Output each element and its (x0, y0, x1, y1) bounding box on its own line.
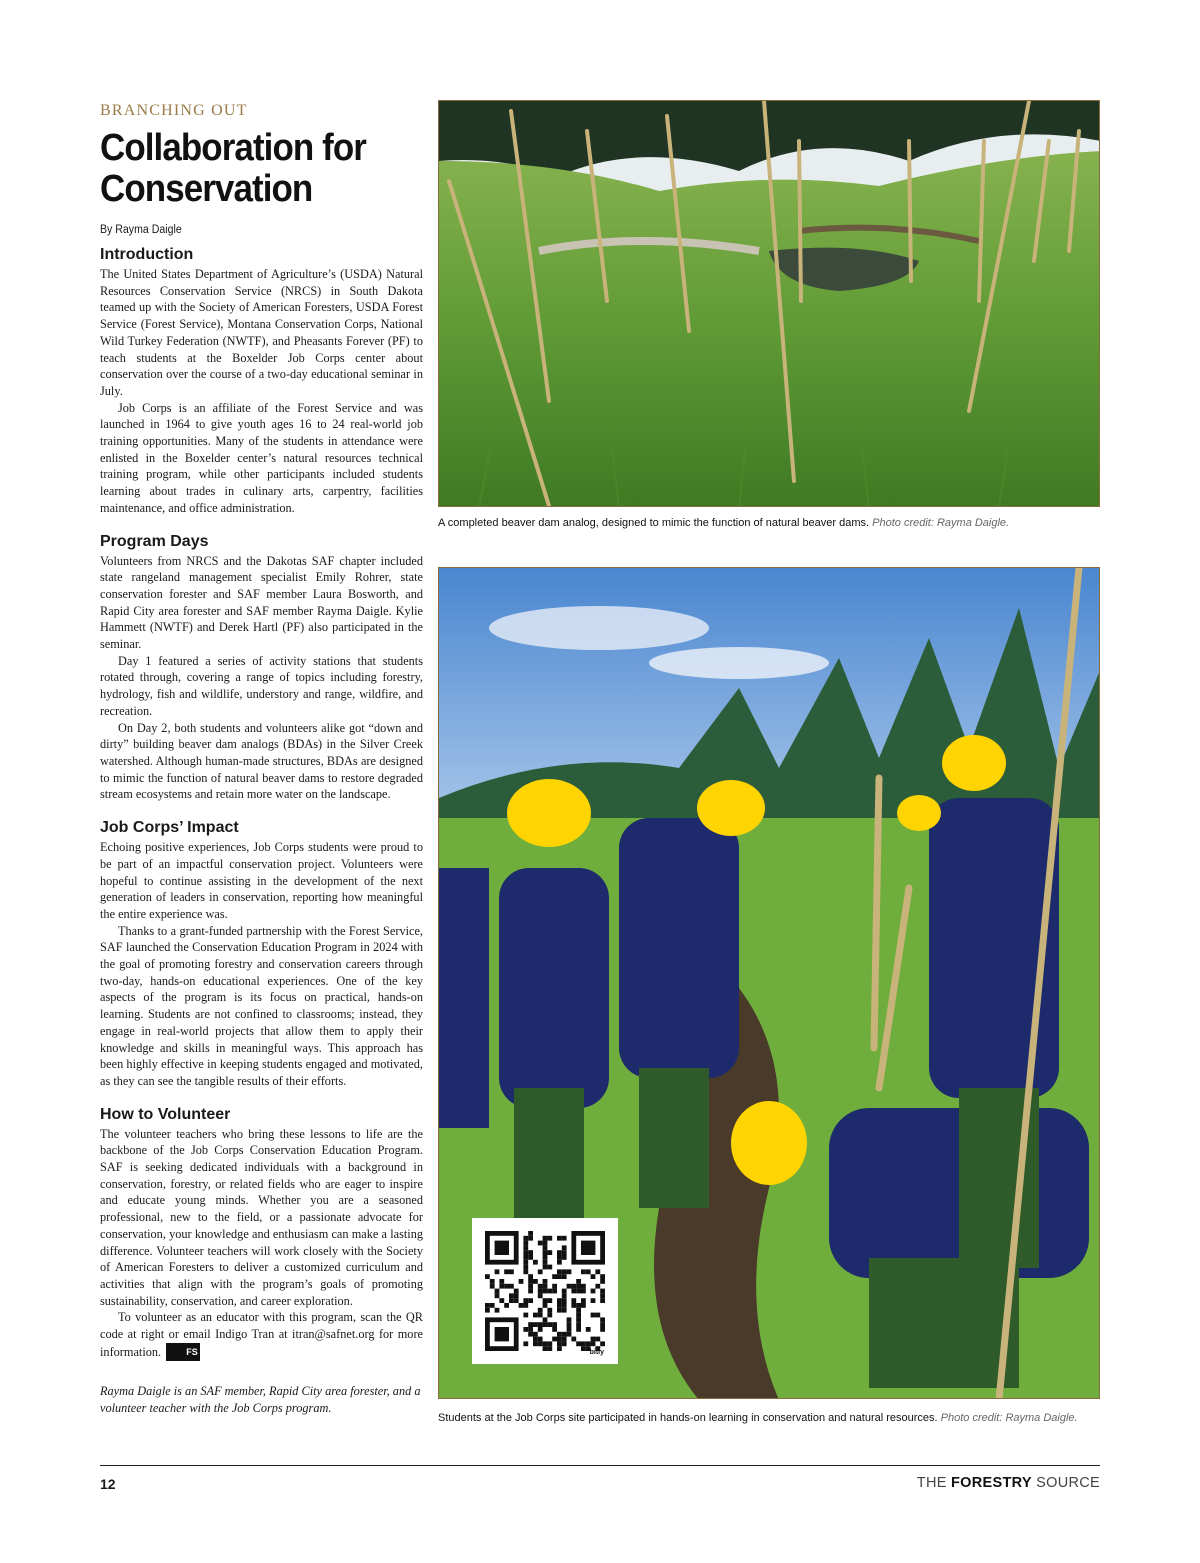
page-number: 12 (100, 1476, 116, 1492)
closing-text: To volunteer as an educator with this program, scan the QR code at right or email Indigo Tran at itran@safnet.org for more information. (100, 1310, 423, 1359)
article-body (100, 246, 423, 1416)
photo2-caption (438, 1411, 1100, 1425)
author-bio: Rayma Daigle is an SAF member, Rapid City area forester, and a volunteer teacher with the Job Corps program. (100, 1384, 421, 1415)
photo2-caption-text: Students at the Job Corps site participated in hands-on learning in conservation and natural resources. (438, 1412, 938, 1424)
paragraph: The United States Department of Agriculture’s (USDA) Natural Resources Conservation Service (NRCS) in South Dakota teamed up with the Society of American Foresters, USDA Forest Service (Forest Service), Montana Conservation Corps, National Wild Turkey Federation (NWTF), and Pheasants Forever (PF) to teach students at the Boxelder Job Corps center about conservation over the course of a two-day educational seminar in July. (100, 267, 423, 398)
paragraph: Volunteers from NRCS and the Dakotas SAF chapter included state rangeland management specialist Emily Rohrer, state conservation forester and SAF member Laura Bosworth, and Rapid City area forester and SAF member Rayma Daigle. Kylie Hammett (NWTF) and Derek Hartl (PF) also participated in the seminar. (100, 553, 423, 652)
pub-post: SOURCE (1031, 1475, 1100, 1491)
heading-job-corps-impact: Job Corps’ Impact (100, 819, 239, 837)
paragraph: Day 1 featured a series of activity stations that students rotated through, covering a range of topics including forestry, hydrology, fish and wildlife, understory and range, wildfire, and recreation. (100, 653, 423, 718)
qr-label: bitly (589, 1349, 604, 1356)
byline: By Rayma Daigle (100, 224, 182, 236)
paragraph: On Day 2, both students and volunteers alike got “down and dirty” building beaver dam analogs (BDAs) in the Silver Creek watershed. Although human-made structures, BDAs are designed to mimic the function of natural beaver dams to restore degraded stream ecosystems and retain more water on the landscape. (100, 720, 423, 802)
publication-name (917, 1475, 1100, 1491)
footer-rule (100, 1465, 1100, 1466)
heading-introduction: Introduction (100, 246, 194, 263)
photo1-caption-text: A completed beaver dam analog, designed to mimic the function of natural beaver dams. (438, 517, 870, 529)
article-title: Collaboration for Conservation (100, 127, 366, 210)
end-mark-icon: FS (166, 1343, 200, 1362)
section-kicker: BRANCHING OUT (100, 102, 248, 119)
article-column (100, 100, 423, 1416)
heading-how-to-volunteer: How to Volunteer (100, 1105, 231, 1123)
beaver-dam-photo (438, 100, 1100, 507)
qr-code-icon (472, 1218, 618, 1364)
meadow-illustration (439, 101, 1100, 507)
paragraph-closing (100, 1309, 423, 1361)
photo1-caption (438, 516, 1100, 530)
paragraph: Job Corps is an affiliate of the Forest Service and was launched in 1964 to give youth ages 16 to 24 real-world job training opportunities. Many of the students in attendance were enlisted in the Boxelder center’s natural resources technical training program, while other participants included students learning about trades in culinary arts, carpentry, facilities maintenance, and office administration. (100, 400, 423, 515)
paragraph: Echoing positive experiences, Job Corps students were proud to be part of an impactful conservation project. Volunteers were hopeful to continue assisting in the development of the next generation of leaders in conservation, reporting how meaningful the entire experience was. (100, 840, 423, 921)
paragraph: The volunteer teachers who bring these lessons to life are the backbone of the Job Corps Conservation Education Program. SAF is seeking dedicated individuals with a background in conservation, forestry, or related fields who are eager to inspire and educate young minds. Whether you are a seasoned professional, new to the field, or a passionate advocate for conservation, your knowledge and enthusiasm can make a lasting difference. Volunteer teachers will work closely with the Society of American Foresters to deliver a customized curriculum and activities that align with the program’s goals of promoting sustainability, conservation, and career exploration. (100, 1126, 423, 1308)
photo1-credit: Photo credit: Rayma Daigle. (872, 517, 1010, 529)
pub-pre: THE (916, 1475, 952, 1491)
photo2-credit: Photo credit: Rayma Daigle. (940, 1412, 1078, 1424)
qr-code[interactable] (472, 1218, 618, 1364)
paragraph: Thanks to a grant-funded partnership with the Forest Service, SAF launched the Conservation Education Program in 2024 with the goal of promoting forestry and conservation careers through two-day, hands-on educational experiences. One of the key aspects of the program is its focus on practical, hands-on learning. Students are not confined to classrooms; instead, they engage in real-world projects that allow them to apply their knowledge and skills in meaningful ways. This approach has been highly effective in keeping students engaged and motivated, as they can see the tangible results of their efforts. (100, 923, 423, 1088)
pub-bold: FORESTRY (951, 1475, 1032, 1491)
heading-program-days: Program Days (100, 532, 209, 550)
